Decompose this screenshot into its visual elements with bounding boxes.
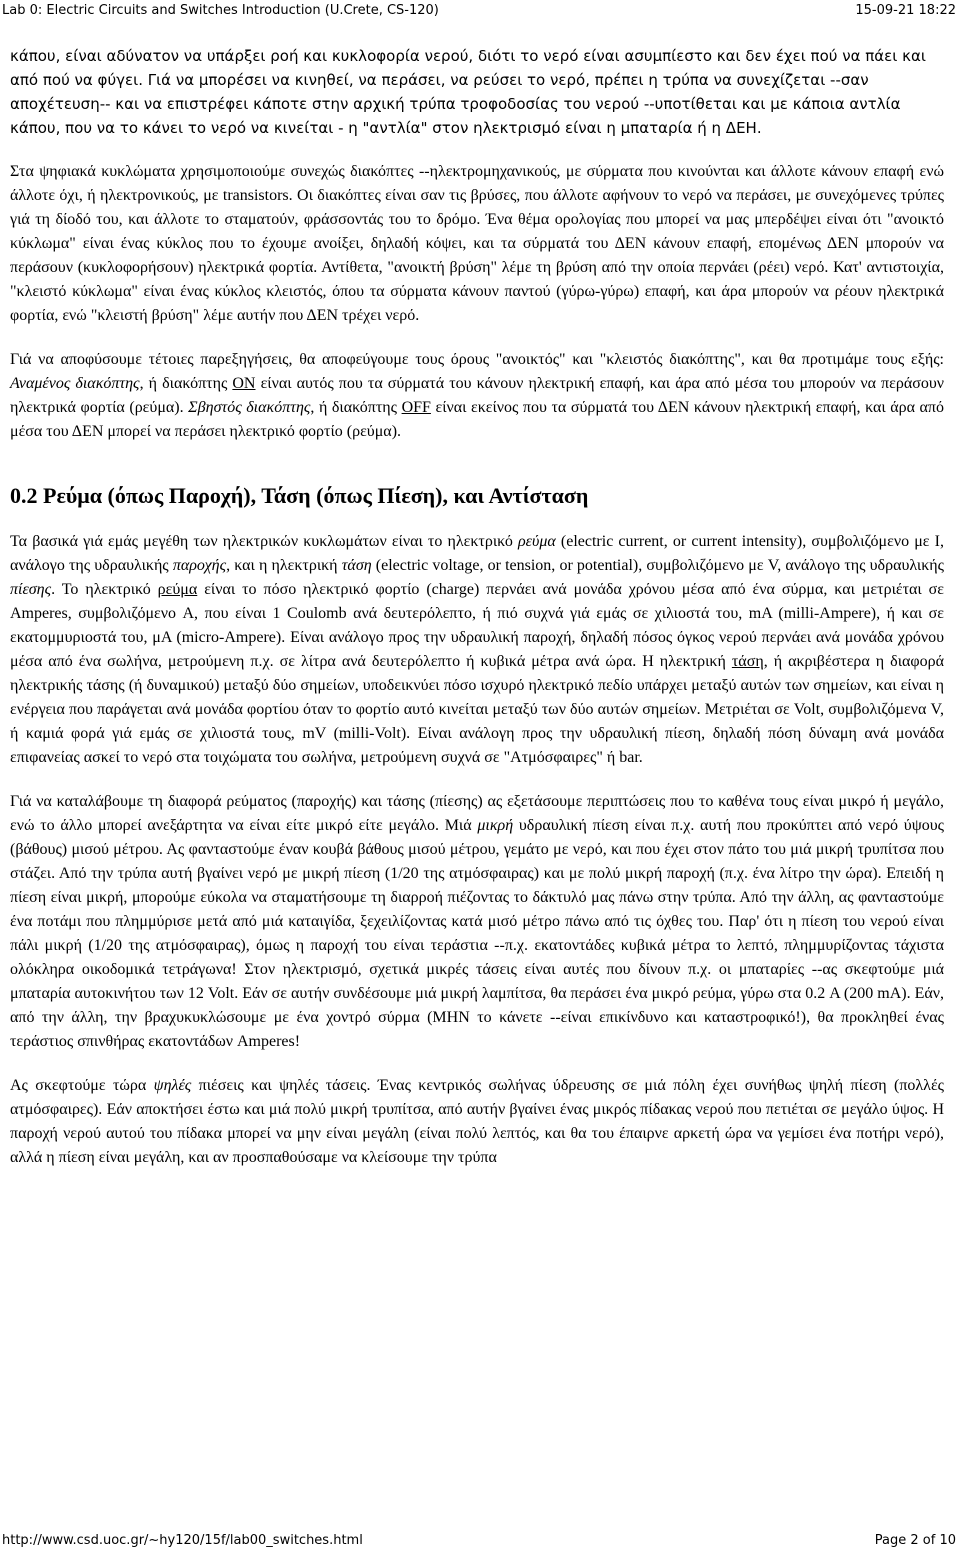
text-run: (electric current, or current intensity), συμβολιζόμενο με I, ανάλογο της υδραυλικής <box>10 533 944 574</box>
text-run: , και η ηλεκτρική <box>226 557 342 574</box>
text-run: είναι το πόσο ηλεκτρικό φορτίο (charge) περνάει ανά μονάδα χρόνου μέσα από ένα σύρμα, και μετριέται σε Amperes, συμβολιζόμενο A, που είναι 1 Coulomb ανά δευτερόλεπτο, ή πιό συχνά γιά εμάς σε χιλιοστά του, mA (milli-Ampere), ή και σε εκατομμυριοστά του, μA (micro-Ampere). Είναι ανάλογο προς την υδραυλική παροχή, δηλαδή πόσος όγκος νερού περνάει ανά μονάδα χρόνου μέσα από ένα σωλήνα, μετρούμενη π.χ. σε λίτρα ανά δευτερόλεπτο ή κυβικά μέτρα ανά ώρα. Η ηλεκτρική <box>10 581 945 670</box>
text-run: . Το ηλεκτρικό <box>51 581 158 598</box>
page-url: http://www.csd.uoc.gr/~hy120/15f/lab00_switches.html <box>2 1533 363 1548</box>
text-run: υδραυλική πίεση είναι π.χ. αυτή που προκύπτει από νερό ύψους (βάθους) μισού μέτρου. Ας φανταστούμε έναν κουβά βάθους μισού μέτρου, γεμάτο με νερό, και που έχει στον πάτο του μιά μικρή τρυπίτσα που στάζει. Από την τρύπα αυτή βγαίνει νερό με μικρή πίεση (1/20 της ατμόσφαιρας) και με πολύ μικρή παροχή (π.χ. ένα λίτρο την ώρα). Επειδή η πίεση είναι μικρή, μπορούμε εύκολα να σταματήσουμε τη διαρροή πιέζοντας το δάκτυλό μας πάνω στην τρύπα. Από την άλλη, ας φανταστούμε ένα ποτάμι που πλημμύρισε μετά από μιά καταιγίδα, ξεχειλίζοντας κατά μισό μέτρο πάνω από τις όχθες του. Παρ' ότι η πίεση του νερού είναι πάλι μικρή (1/20 της ατμόσφαιρας), όμως η παροχή του είναι τεράστια --π.χ. εκατοντάδες κυβικά μέτρα το λεπτό, πλημμυρίζοντας τάχιστα ολόκληρα οικοδομικά τετράγωνα! Στον ηλεκτρισμό, σχετικά μικρές τάσεις είναι αυτές που δίνουν π.χ. οι μπαταρίες --ας σκεφτούμε μιά μπαταρία αυτοκινήτου των 12 Volt. Εάν σε αυτήν συνδέσουμε μιά μικρή λαμπίτσα, θα περάσει ένα μικρό ρεύμα, γύρω στα 0.2 A (200 mA). Εάν, από την άλλη, την βραχυκυκλώσουμε με ένα χοντρό σύρμα (ΜΗΝ το κάνετε --είναι επικίνδυνο και καταστροφικό!), θα προκληθεί ένας τεράστιος σπινθήρας εκατοντάδων Amperes! <box>10 817 944 1050</box>
paragraph-high-pressure <box>10 1074 944 1170</box>
text-run: Γιά να καταλάβουμε τη διαφορά ρεύματος (παροχής) και τάσης (πίεσης) ας εξετάσουμε περιπτώσεις που το καθένα τους είναι μικρό ή μεγάλο, ενώ το άλλο μπορεί ανεξάρτητα να είναι είτε μικρό είτε μεγάλο. Μιά <box>10 793 944 834</box>
page-number: Page 2 of 10 <box>874 1533 956 1548</box>
text-run: είναι εκείνος που τα σύρματά του ΔΕΝ κάνουν ηλεκτρική επαφή, και άρα από μέσα του ΔΕΝ μπορεί να περάσει ηλεκτρικό φορτίο (ρεύμα). <box>10 399 945 440</box>
print-datetime: 15-09-21 18:22 <box>855 3 956 18</box>
text-run: , ή διακόπτης <box>139 375 233 392</box>
term-current: ρεύμα <box>517 533 556 550</box>
text-run: Ας σκεφτούμε τώρα <box>10 1077 154 1094</box>
term-flow: παροχής <box>172 557 227 574</box>
term-voltage-underlined: τάση <box>731 653 764 670</box>
section-heading: 0.2 Ρεύμα (όπως Παροχή), Τάση (όπως Πίεση), και Αντίσταση <box>10 483 589 508</box>
print-header <box>0 0 960 22</box>
term-pressure: πίεσης <box>10 581 52 598</box>
paragraph-continuation: κάπου, είναι αδύνατον να υπάρξει ροή και κυκλοφορία νερού, διότι το νερό είναι ασυμπίεστο και δεν έχει πού να πάει και από πού να φύγει. Γιά να μπορέσει να κινηθεί, να περάσει, να ρεύσει το νερό, πρέπει η τρύπα να συνεχίζεται --σαν αποχέτευση-- και να επιστρέφει κάποτε στην αρχική τρύπα τροφοδοσίας του νερού --υποτίθεται και με κάποια αντλία κάπου, που να το κάνει το νερό να κινείται - η "αντλία" στον ηλεκτρισμό είναι η μπαταρία ή η ΔΕΗ. <box>10 47 926 137</box>
paragraph-switches: Στα ψηφιακά κυκλώματα χρησιμοποιούμε συνεχώς διακόπτες --ηλεκτρομηχανικούς, με σύρματα που κινούνται και άλλοτε κάνουν επαφή ενώ άλλοτε όχι, ή ηλεκτρονικούς, με transistors. Οι διακόπτες είναι σαν τις βρύσες, που άλλοτε αφήνουν το νερό να περάσει, με συνεχόμενες τρύπες γιά τη δίοδό του, και άλλοτε το σταματούν, φράσσοντάς του το δρόμο. Ένα θέμα ορολογίας που μπορεί να μας μπερδέψει είναι ότι "ανοικτό κύκλωμα" είναι ένας κύκλος που το έχουμε ανοίξει, δηλαδή κόψει, και τα σύρματά του ΔΕΝ κάνουν επαφή, επομένως ΔΕΝ μπορούν να περάσουν (κυκλοφορήσουν) ηλεκτρικά φορτία. Αντίθετα, "ανοικτή βρύση" λέμε τη βρύση από την οποία περνάει (ρέει) νερό. Κατ' αντιστοιχία, "κλειστό κύκλωμα" είναι ένας κύκλος κλειστός, όπου τα σύρματα κάνουν παντού (γύρω-γύρω) επαφή, και άρα μπορούν να ρέουν ηλεκτρικά φορτία, ενώ "κλειστή βρύση" λέμε αυτήν που ΔΕΝ τρέχει νερό. <box>10 163 944 324</box>
text-run: είναι αυτός που τα σύρματά του κάνουν ηλεκτρική επαφή, και άρα από μέσα του μπορούν να περάσουν ηλεκτρικά φορτία (ρεύμα). <box>10 375 945 416</box>
document-body <box>10 44 944 1190</box>
term-on-switch: Αναμένος διακόπτης <box>10 375 140 392</box>
term-current-underlined: ρεύμα <box>157 581 198 598</box>
term-on: ON <box>232 375 256 392</box>
term-off: OFF <box>401 399 431 416</box>
text-run: , ή ακριβέστερα η διαφορά ηλεκτρικής τάσης (ή δυναμικού) μεταξύ δύο σημείων, υποδεικνύει πόσο ισχυρό ηλεκτρικό πεδίο υπάρχει μεταξύ αυτών των σημείων, και είναι η ενέργεια που παράγεται ανά μονάδα φορτίου όταν το φορτίο αυτό κινείται μεταξύ των δύο αυτών σημείων. Μετριέται σε Volt, συμβολιζόμενα V, ή καμιά φορά γιά εμάς σε χιλιοστά τους, mV (milli-Volt). Είναι ανάλογη προς την υδραυλική πίεση, δηλαδή πόση δύναμη ανά μονάδα επιφανείας ασκεί το νερό στα τοιχώματα του σωλήνα, μετρούμενη συχνά σε "Ατμόσφαιρες" ή bar. <box>10 653 945 766</box>
paragraph-terminology <box>10 348 944 444</box>
text-run: , ή διακόπτης <box>310 399 402 416</box>
text-run: πιέσεις και ψηλές τάσεις. Ένας κεντρικός σωλήνας ύδρευσης σε μιά πόλη έχει συνήθως ψηλή πίεση (πολλές ατμόσφαιρες). Εάν αποκτήσει έστω και μιά πολύ μικρή τρυπίτσα, από αυτήν βγαίνει ένας μικρός πίδακας νερού που πετιέται σε μεγάλο ύψος. Η παροχή νερού αυτού του πίδακα μπορεί να μην είναι μεγάλη (είναι πολύ λεπτός, και θα του έπαιρνε αρκετή ώρα να γεμίσει ένα ποτήρι νερό), αλλά η πίεση είναι μεγάλη, και αν προσπαθούσαμε να κλείσουμε την τρύπα <box>10 1077 944 1166</box>
paragraph-low-pressure <box>10 790 944 1054</box>
text-run: (electric voltage, or tension, or potential), συμβολιζόμενο με V, ανάλογο της υδραυλικής <box>371 557 945 574</box>
text-run: Τα βασικά γιά εμάς μεγέθη των ηλεκτρικών κυκλωμάτων είναι το ηλεκτρικό <box>10 533 518 550</box>
term-voltage: τάση <box>341 557 372 574</box>
term-small: μικρή <box>477 817 514 834</box>
term-off-switch: Σβηστός διακόπτης <box>188 399 311 416</box>
text-run: Γιά να αποφύσουμε τέτοιες παρεξηγήσεις, θα αποφεύγουμε τους όρους "ανοικτός" και "κλειστός διακόπτης", και θα προτιμάμε τους εξής: <box>10 351 944 368</box>
term-high: ψηλές <box>153 1077 192 1094</box>
paragraph-current-voltage <box>10 530 944 770</box>
print-footer <box>0 1529 960 1553</box>
page-title: Lab 0: Electric Circuits and Switches Introduction (U.Crete, CS-120) <box>2 3 439 18</box>
